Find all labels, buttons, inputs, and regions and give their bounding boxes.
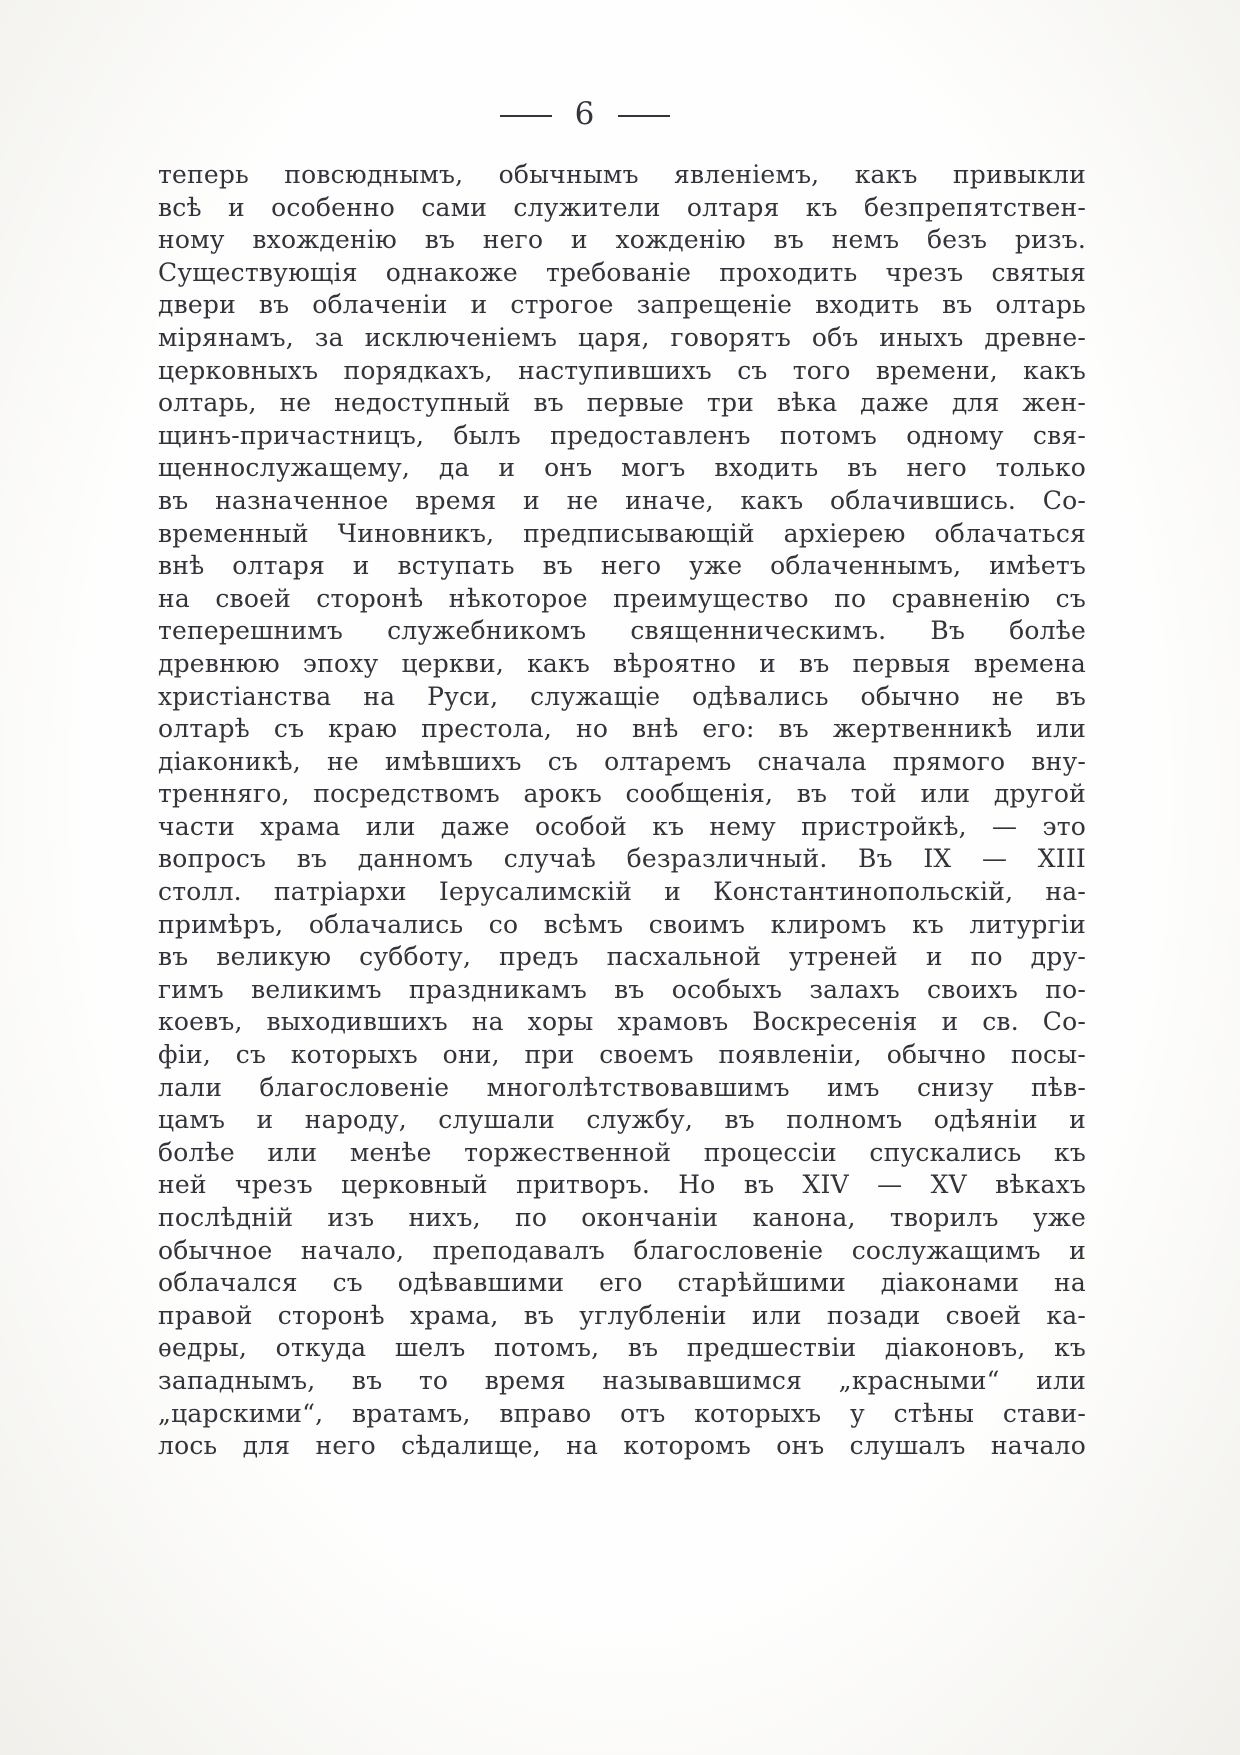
- text-line: гимъ великимъ праздникамъ въ особыхъ залахъ своихъ по-: [158, 974, 1086, 1004]
- text-block: [158, 159, 1086, 1463]
- text-line: фіи, съ которыхъ они, при своемъ появленіи, обычно посы-: [158, 1040, 1086, 1070]
- text-line: цамъ и народу, слушали службу, въ полномъ одѣяніи и: [158, 1105, 1086, 1135]
- text-line: ному вхожденію въ него и хожденію въ немъ безъ ризъ.: [158, 225, 1086, 255]
- text-line: ѳедры, откуда шелъ потомъ, въ предшествіи діаконовъ, къ: [158, 1333, 1086, 1363]
- text-line: двери въ облаченіи и строгое запрещеніе входить въ олтарь: [158, 290, 1086, 320]
- text-line: западнымъ, въ то время называвшимся „красными“ или: [158, 1365, 1086, 1395]
- text-line: Существующія однакоже требованіе проходить чрезъ святыя: [158, 257, 1086, 287]
- text-line: облачался съ одѣвавшими его старѣйшими діаконами на: [158, 1268, 1086, 1298]
- text-line: части храма или даже особой къ нему пристройкѣ, — это: [158, 811, 1086, 841]
- text-line: болѣе или менѣе торжественной процессіи спускались къ: [158, 1137, 1086, 1167]
- page-number: 6: [574, 96, 596, 132]
- text-line: тренняго, посредствомъ арокъ сообщенія, въ той или другой: [158, 779, 1086, 809]
- text-line: послѣдній изъ нихъ, по окончаніи канона, творилъ уже: [158, 1203, 1086, 1232]
- text-line: вопросъ въ данномъ случаѣ безразличный. Въ IX — XIII: [158, 844, 1086, 874]
- text-line: теперь повсюднымъ, обычнымъ явленіемъ, какъ привыкли: [158, 160, 1086, 189]
- text-line: примѣръ, облачались со всѣмъ своимъ клиромъ къ литургіи: [158, 909, 1086, 939]
- text-line: мірянамъ, за исключеніемъ царя, говорятъ объ иныхъ древне-: [158, 322, 1086, 352]
- text-line: на своей сторонѣ нѣкоторое преимущество по сравненію съ: [158, 583, 1086, 613]
- text-line: обычное начало, преподавалъ благословеніе сослужащимъ и: [158, 1235, 1086, 1265]
- header-right-dash: —: [615, 96, 673, 132]
- text-line: ней чрезъ церковный притворъ. Но въ XIV — XV вѣкахъ: [158, 1170, 1086, 1200]
- text-line: древнюю эпоху церкви, какъ вѣроятно и въ первыя времена: [158, 648, 1086, 678]
- text-line: щеннослужащему, да и онъ могъ входить въ него только: [158, 453, 1086, 483]
- text-line: олтарь, не недоступный въ первые три вѣка даже для жен-: [158, 388, 1086, 418]
- text-line: діаконикѣ, не имѣвшихъ съ олтаремъ сначала прямого вну-: [158, 746, 1086, 776]
- page-header: [120, 96, 1050, 132]
- text-line: лали благословеніе многолѣтствовавшимъ имъ снизу пѣв-: [158, 1072, 1086, 1102]
- text-line: въ великую субботу, предъ пасхальной утреней и по дру-: [158, 942, 1086, 972]
- text-line: временный Чиновникъ, предписывающій архіерею облачаться: [158, 518, 1086, 548]
- text-line: правой сторонѣ храма, въ углубленіи или позади своей ка-: [158, 1300, 1086, 1330]
- text-line: „царскими“, вратамъ, вправо отъ которыхъ у стѣны стави-: [158, 1398, 1086, 1428]
- text-line: всѣ и особенно сами служители олтаря къ безпрепятствен-: [158, 192, 1086, 222]
- header-left-dash: —: [497, 96, 555, 132]
- text-line: церковныхъ порядкахъ, наступившихъ съ того времени, какъ: [158, 355, 1086, 385]
- text-line: въ назначенное время и не иначе, какъ облачившись. Со-: [158, 485, 1086, 515]
- text-line: лось для него сѣдалище, на которомъ онъ слушалъ начало: [158, 1431, 1086, 1461]
- text-line: столл. патріархи Іерусалимскій и Константинопольскій, на-: [158, 877, 1086, 907]
- text-line: щинъ-причастницъ, былъ предоставленъ потомъ одному свя-: [158, 420, 1086, 450]
- text-line: теперешнимъ служебникомъ священническимъ. Въ болѣе: [158, 616, 1086, 646]
- text-line: олтарѣ съ краю престола, но внѣ его: въ жертвенникѣ или: [158, 714, 1086, 744]
- text-line: христіанства на Руси, служащіе одѣвались обычно не въ: [158, 681, 1086, 711]
- text-line: коевъ, выходившихъ на хоры храмовъ Воскресенія и св. Со-: [158, 1007, 1086, 1037]
- text-line: внѣ олтаря и вступать въ него уже облаченнымъ, имѣетъ: [158, 551, 1086, 581]
